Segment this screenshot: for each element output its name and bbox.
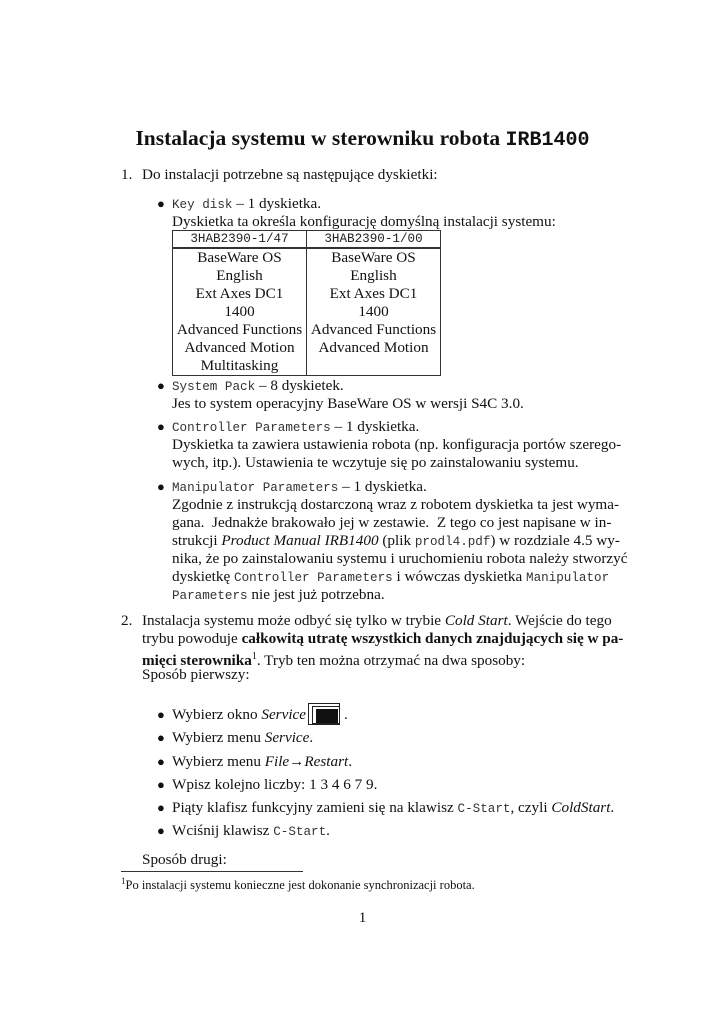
config-table-header: [172, 230, 441, 248]
key-disk-count: – 1 dyskietka.: [232, 195, 322, 212]
step-1: [172, 703, 348, 725]
step-3: [172, 753, 352, 771]
config-cell: Advanced Motion: [318, 339, 429, 356]
step-4: Wpisz kolejno liczby: 1 3 4 6 7 9.: [172, 776, 378, 793]
controller-desc-1: Dyskietka ta zawiera ustawienia robota (np. konfiguracja portów szerego-: [172, 436, 622, 453]
italic-run: File→Restart: [264, 753, 349, 770]
config-cell: Advanced Functions: [176, 321, 303, 338]
warning-bold: całkowitą utratę wszystkich danych znajdujących się w pa-: [241, 630, 624, 647]
title-code: IRB1400: [505, 129, 590, 152]
text-run: . Wejście do tego: [507, 612, 612, 629]
config-column-1: [173, 249, 306, 375]
warning-bold: mięci sterownika: [142, 652, 252, 670]
key-disk-desc: Dyskietka ta określa konfigurację domyślną instalacji systemu:: [172, 213, 556, 230]
text-run: Instalacja systemu może odbyć się tylko w trybie: [142, 612, 445, 629]
text-run: Wybierz menu: [172, 753, 265, 770]
system-pack-line: [172, 377, 344, 396]
key-name: C-Start: [457, 802, 511, 816]
config-header-2: 3HAB2390-1/00: [306, 231, 440, 247]
config-cell: BaseWare OS: [197, 249, 282, 266]
bullet: ●: [157, 707, 165, 722]
bullet: ●: [157, 777, 165, 792]
sposob-drugi: Sposób drugi:: [142, 851, 227, 868]
system-pack-desc: Jes to system operacyjny BaseWare OS w wersji S4C 3.0.: [172, 395, 524, 412]
footnote: [121, 874, 475, 893]
config-cell: Ext Axes DC1: [195, 285, 284, 302]
title-text: Instalacja systemu w sterowniku robota: [135, 126, 501, 150]
code-run: Manipulator: [526, 571, 610, 585]
bullet: ●: [157, 800, 165, 815]
item2-line-2: [142, 630, 624, 648]
controller-name: Controller Parameters: [172, 421, 331, 435]
text-run: .: [610, 799, 615, 816]
config-cell: Multitasking: [200, 357, 279, 374]
manipulator-desc-2: gana. Jednakże brakowało jej w zestawie. Z tego co jest napisane w in-: [172, 514, 612, 531]
text-run: dyskietkę: [172, 568, 235, 585]
text-run: (plik: [378, 532, 415, 549]
config-cell: 1400: [224, 303, 255, 320]
manipulator-desc-1: Zgodnie z instrukcją dostarczoną wraz z robotem dyskietka ta jest wyma-: [172, 496, 620, 513]
footnote-mark: 1: [121, 876, 126, 886]
footnote-text: Po instalacji systemu konieczne jest dokonanie synchronizacji robota.: [125, 878, 475, 893]
footnote-ref[interactable]: 1: [251, 651, 257, 662]
step-5: [172, 799, 614, 818]
item2-line-4: Sposób pierwszy:: [142, 666, 250, 683]
bullet: ●: [157, 823, 165, 838]
system-pack-count: – 8 dyskietek.: [255, 377, 344, 394]
config-cell: Advanced Motion: [184, 339, 295, 356]
config-cell: 1400: [358, 303, 389, 320]
manipulator-desc-5: [172, 568, 610, 587]
step-2: [172, 729, 313, 747]
footnote-rule: [121, 871, 303, 872]
text-run: Wybierz okno: [172, 706, 262, 723]
config-cell: Ext Axes DC1: [329, 285, 418, 302]
bullet: ●: [157, 196, 165, 211]
text-run: , czyli: [510, 799, 552, 816]
config-header-1: 3HAB2390-1/47: [190, 232, 289, 246]
bullet: ●: [157, 378, 165, 393]
text-run: i wówczas dyskietka: [392, 568, 527, 585]
manipulator-desc-6: [172, 586, 385, 605]
text-run: .: [309, 729, 314, 746]
text-run: .: [344, 706, 348, 723]
controller-line: [172, 418, 419, 437]
cold-start-term: Cold Start: [444, 612, 508, 629]
manipulator-name: Manipulator Parameters: [172, 481, 339, 495]
italic-run: Service: [264, 729, 310, 746]
manipulator-line: [172, 478, 427, 497]
config-table: [172, 248, 441, 376]
step-6: [172, 822, 330, 841]
item2-line-1: [142, 612, 612, 630]
bullet: ●: [157, 730, 165, 745]
page-number: 1: [358, 909, 367, 926]
config-cell: English: [350, 267, 397, 284]
item1-text: Do instalacji potrzebne są następujące dyskietki:: [142, 166, 438, 183]
text-run: . Tryb ten można otrzymać na dwa sposoby:: [256, 652, 526, 670]
config-cell: English: [216, 267, 263, 284]
italic-run: Service: [261, 706, 307, 723]
list-number-1: 1.: [121, 166, 133, 183]
manual-filename: prodl4.pdf: [414, 535, 491, 549]
text-run: ) w rozdziale 4.5 wy-: [490, 532, 620, 549]
key-disk-line: [172, 195, 321, 214]
controller-count: – 1 dyskietka.: [330, 418, 420, 435]
italic-run: ColdStart: [551, 799, 611, 816]
controller-desc-2: wych, itp.). Ustawienia te wczytuje się po zainstalowaniu systemu.: [172, 454, 579, 471]
manual-title: Product Manual IRB1400: [221, 532, 379, 549]
manipulator-desc-3: [172, 532, 620, 551]
text-run: .: [326, 822, 330, 839]
key-name: C-Start: [273, 825, 327, 839]
window-stack-icon: [308, 703, 342, 725]
bullet: ●: [157, 754, 165, 769]
system-pack-name: System Pack: [172, 380, 256, 394]
bullet: ●: [157, 419, 165, 434]
text-run: strukcji: [172, 532, 222, 549]
text-run: Wybierz menu: [172, 729, 265, 746]
config-column-2: [306, 249, 440, 375]
page-title: [0, 124, 725, 155]
manipulator-count: – 1 dyskietka.: [338, 478, 427, 495]
text-run: .: [348, 753, 353, 770]
text-run: nie jest już potrzebna.: [247, 586, 385, 603]
bullet: ●: [157, 479, 165, 494]
key-disk-name: Key disk: [172, 198, 233, 212]
config-cell: Advanced Functions: [310, 321, 437, 338]
config-cell: BaseWare OS: [331, 249, 416, 266]
code-run: Controller Parameters: [234, 571, 393, 585]
code-run: Parameters: [172, 589, 248, 603]
text-run: Piąty klafisz funkcyjny zamieni się na klawisz: [172, 799, 458, 816]
manipulator-desc-4: nika, że po zainstalowaniu systemu i uruchomieniu robota należy stworzyć: [172, 550, 628, 567]
list-number-2: 2.: [121, 612, 133, 629]
text-run: trybu powoduje: [142, 630, 242, 647]
text-run: Wciśnij klawisz: [172, 822, 274, 839]
